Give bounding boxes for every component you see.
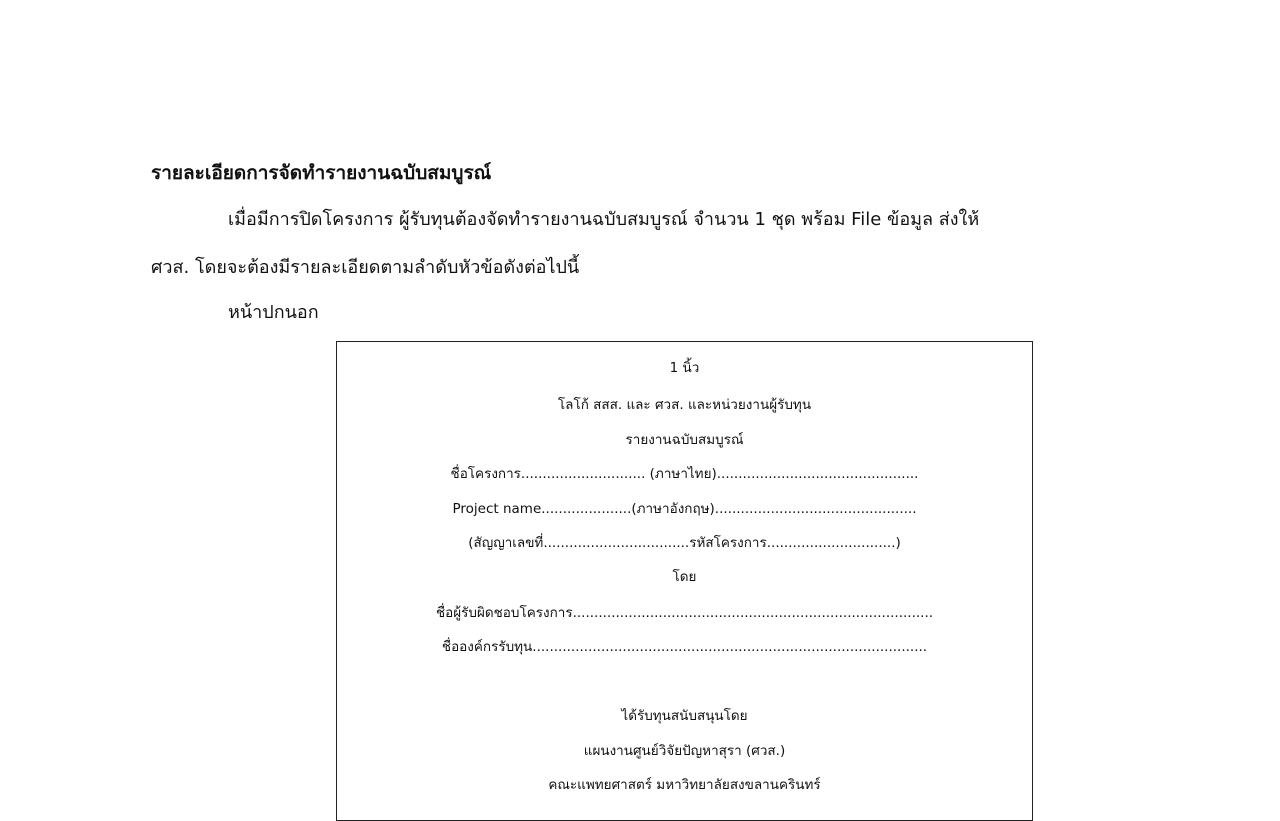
- report-title: รายงานฉบับสมบูรณ์: [625, 432, 744, 448]
- paragraph-line-2: ศวส. โดยจะต้องมีรายละเอียดตามลำดับหัวข้อดังต่อไปนี้: [151, 257, 580, 278]
- cover-page-label: หน้าปกนอก: [228, 302, 319, 323]
- by-label: โดย: [672, 569, 697, 585]
- section-heading: รายละเอียดการจัดทำรายงานฉบับสมบูรณ์: [151, 162, 492, 184]
- funder-program: แผนงานศูนย์วิจัยปัญหาสุรา (ศวส.): [583, 743, 786, 759]
- paragraph-line-1: เมื่อมีการปิดโครงการ ผู้รับทุนต้องจัดทำรายงานฉบับสมบูรณ์ จำนวน 1 ชุด พร้อม File ข้อมูล ส่งให้: [228, 209, 980, 230]
- contract-number-line: (สัญญาเลขที่..................................รหัสโครงการ..............................): [468, 535, 901, 551]
- project-name-english: Project name.....................(ภาษาอังกฤษ)...............................................: [452, 501, 917, 517]
- responsible-person-line: ชื่อผู้รับผิดชอบโครงการ....................................................................................: [435, 605, 934, 621]
- funder-faculty: คณะแพทยศาสตร์ มหาวิทยาลัยสงขลานครินทร์: [548, 777, 821, 793]
- cover-page-sample: [336, 341, 1033, 821]
- organization-line: ชื่อองค์กรรับทุน............................................................................................: [441, 639, 928, 655]
- project-name-thai: ชื่อโครงการ............................. (ภาษาไทย)...............................................: [450, 466, 919, 482]
- margin-note: 1 นิ้ว: [669, 360, 700, 376]
- logos-line: โลโก้ สสส. และ ศวส. และหน่วยงานผู้รับทุน: [557, 397, 812, 413]
- funded-by-label: ได้รับทุนสนับสนุนโดย: [621, 708, 748, 724]
